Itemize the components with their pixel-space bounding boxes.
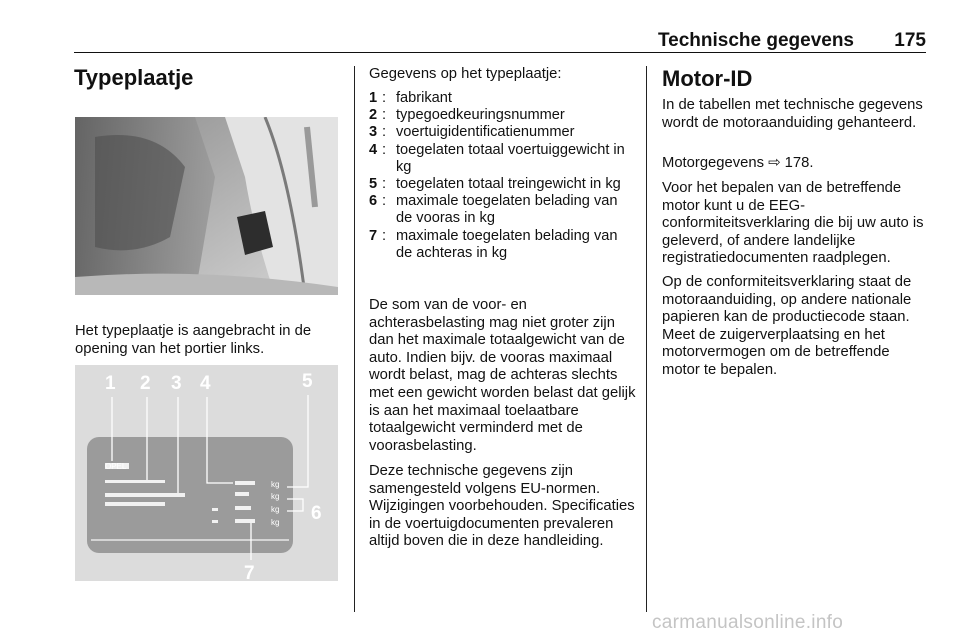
page-number: 175 xyxy=(894,30,926,51)
section-heading-typeplaatje: Typeplaatje xyxy=(74,65,194,90)
door-opening-illustration xyxy=(75,117,338,295)
engine-data-reference: Motorgegevens ⇨ 178. xyxy=(662,155,814,171)
legend-item: 3 : voertuigidentificatienummer xyxy=(369,124,575,141)
plate-data-intro: Gegevens op het typeplaatje: xyxy=(369,66,562,82)
column-divider-2 xyxy=(646,66,647,612)
callout-6: 6 xyxy=(311,503,322,524)
watermark: carmanualsonline.info xyxy=(652,612,844,633)
type-plate-svg xyxy=(75,365,338,581)
legend-item: 6 : maximale toegelaten belading van de vooras in kg xyxy=(369,193,618,227)
plate-unit-4: kg xyxy=(271,518,280,527)
callout-7: 7 xyxy=(244,563,255,581)
engine-data-page-link[interactable]: 178. xyxy=(784,155,814,171)
callout-4: 4 xyxy=(200,373,211,394)
plate-brand: OPEL xyxy=(105,462,127,471)
callout-2: 2 xyxy=(140,373,151,394)
header-rule xyxy=(74,52,926,53)
plate-unit-3: kg xyxy=(271,505,280,514)
engine-code-intro: In de tabellen met technische gegevens wordt de motoraanduiding gehanteerd. xyxy=(662,97,923,131)
eu-norms-paragraph: Deze technische gegevens zijn samengesteld volgens EU-normen. Wijzigingen voorbehouden. Specificaties in de voertuigdocumenten prevaleren altijd boven die in deze handleiding. xyxy=(369,463,635,550)
type-plate-diagram xyxy=(75,365,338,581)
legend-item: 5 : toegelaten totaal treingewicht in kg xyxy=(369,176,621,193)
plate-legend-list xyxy=(369,90,637,262)
conformity-paragraph: Voor het bepalen van de betreffende motor kunt u de EEG-conformiteitsverklaring die bij uw auto is geleverd, of andere landelijke registratiedocumenten raadplegen. xyxy=(662,180,924,267)
column-divider-1 xyxy=(354,66,355,612)
legend-item: 2 : typegoedkeuringsnummer xyxy=(369,107,565,124)
section-heading-motor-id: Motor-ID xyxy=(662,66,753,91)
plate-unit-1: kg xyxy=(271,480,280,489)
callout-3: 3 xyxy=(171,373,182,394)
page-ref-icon: ⇨ xyxy=(768,155,781,171)
legend-item: 4 : toegelaten totaal voertuiggewicht in kg xyxy=(369,141,625,175)
plate-unit-2: kg xyxy=(271,492,280,501)
legend-item: 1 : fabrikant xyxy=(369,90,452,106)
engine-identification-paragraph: Op de conformiteitsverklaring staat de motoraanduiding, op andere nationale papieren kan de productiecode staan. Meet de zuigerverplaatsing en het motorvermogen om de betreffende motor te bepalen. xyxy=(662,274,912,378)
plate-location-caption: Het typeplaatje is aangebracht in de opening van het portier links. xyxy=(75,323,312,357)
axle-load-paragraph: De som van de voor- en achterasbelasting mag niet groter zijn dan het maximale totaalgewicht van de auto. Indien bijv. de vooras maximaal wordt belast, mag de achteras slechts met een gewicht worden belast dat gelijk is aan het maximaal toelaatbare totaalgewicht verminderd met de voorasbelasting. xyxy=(369,297,636,454)
legend-item: 7 : maximale toegelaten belading van de achteras in kg xyxy=(369,227,618,261)
callout-1: 1 xyxy=(105,373,116,394)
running-header-title: Technische gegevens xyxy=(657,30,854,51)
callout-5: 5 xyxy=(302,371,313,392)
door-opening-photo xyxy=(75,117,338,295)
